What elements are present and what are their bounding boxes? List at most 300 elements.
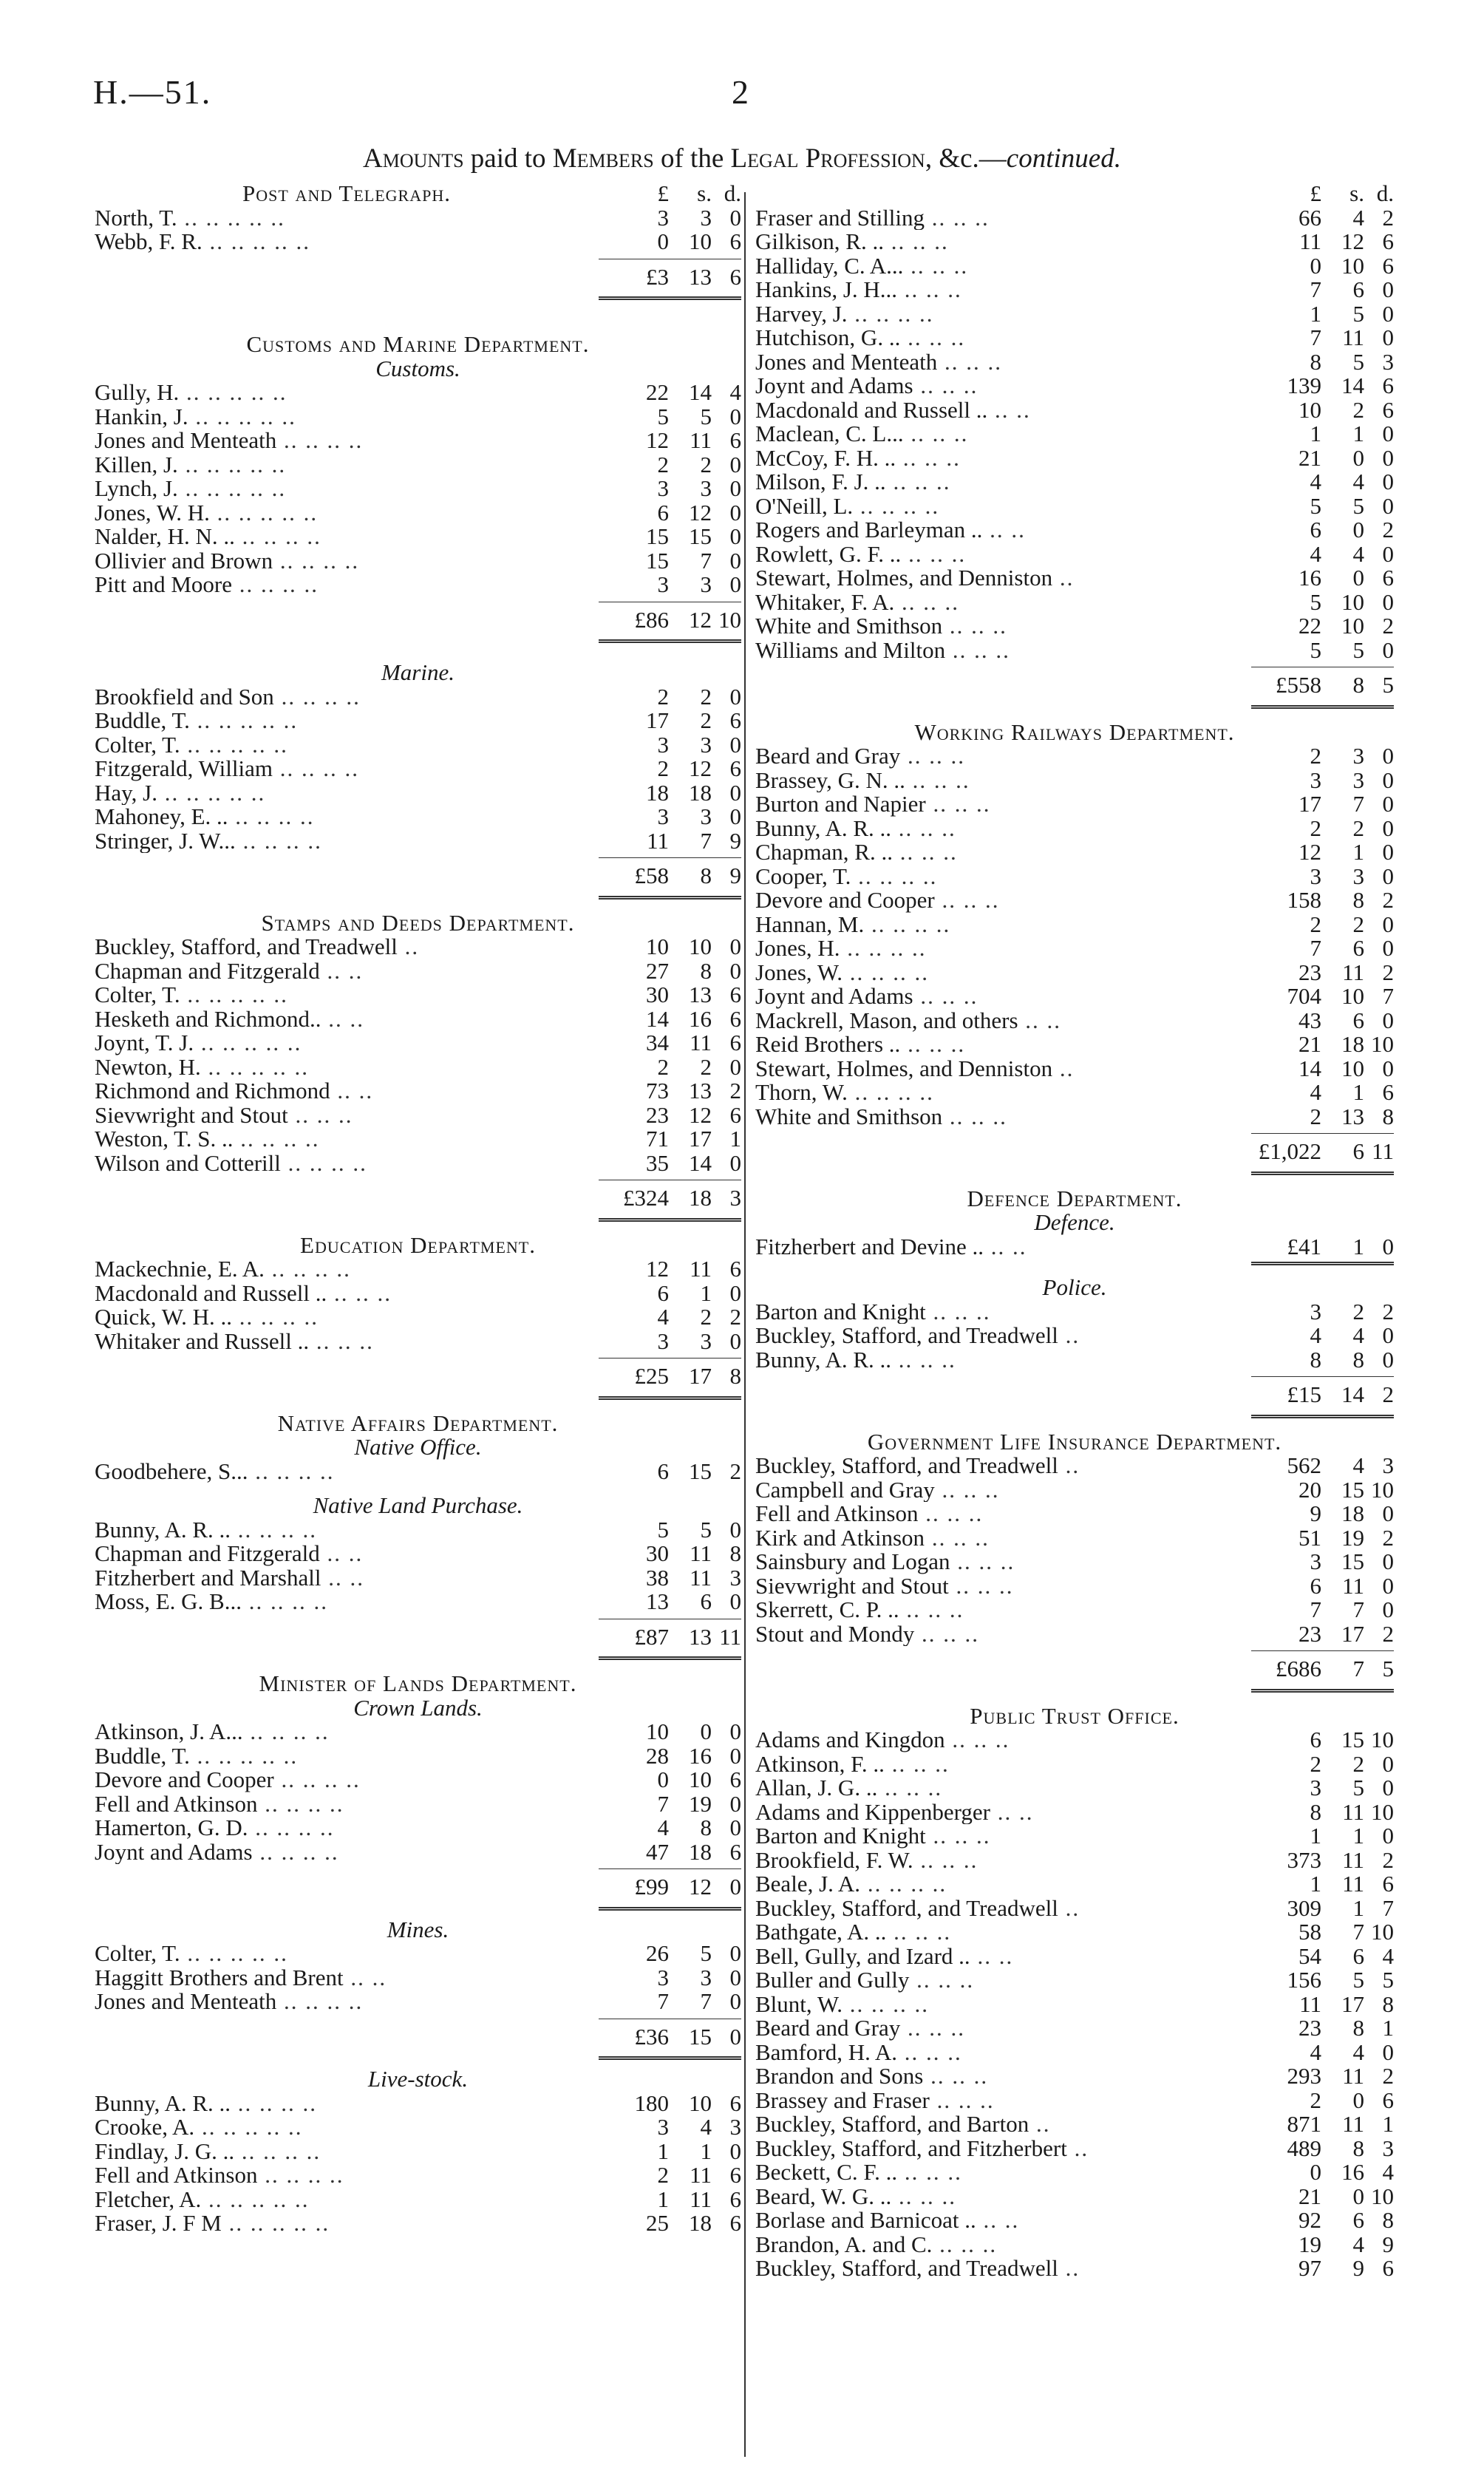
leader-dots: .. .. .. bbox=[893, 840, 958, 865]
total-amount bbox=[599, 1358, 741, 1400]
payee-name bbox=[755, 614, 1251, 639]
payee-name bbox=[95, 1305, 599, 1330]
amount bbox=[1251, 792, 1394, 817]
amount-pence: 0 bbox=[729, 403, 741, 429]
total-pounds: £324 bbox=[623, 1185, 669, 1211]
payee-label: Brookfield and Son bbox=[95, 684, 274, 709]
amount bbox=[599, 1566, 741, 1591]
amount-pounds: 43 bbox=[1298, 1007, 1321, 1033]
amount-pounds: 27 bbox=[646, 957, 669, 984]
amount bbox=[1251, 350, 1394, 375]
list-item bbox=[95, 1720, 741, 1744]
amount-shillings: 6 bbox=[1352, 2207, 1364, 2233]
leader-dots: .. .. .. .. .. bbox=[189, 709, 299, 733]
total-shillings: 6 bbox=[1352, 1138, 1364, 1164]
amount-pounds: 21 bbox=[1298, 444, 1321, 471]
amount-pence: 0 bbox=[729, 1588, 741, 1614]
amount-shillings: 1 bbox=[1352, 1823, 1364, 1849]
amount-pence: 0 bbox=[729, 499, 741, 526]
total-pence: 0 bbox=[729, 1874, 741, 1900]
payee-name bbox=[755, 936, 1251, 961]
amount-shillings: 14 bbox=[689, 379, 712, 405]
payee-name bbox=[755, 888, 1251, 913]
amount-pence: 8 bbox=[1382, 1990, 1394, 2017]
leader-dots: .. .. .. .. .. bbox=[194, 2115, 303, 2140]
list-item bbox=[755, 817, 1394, 841]
list-item bbox=[755, 566, 1394, 591]
leader-dots: .. .. .. bbox=[885, 470, 951, 494]
amount-shillings: 8 bbox=[1352, 887, 1364, 913]
amount bbox=[1251, 1776, 1394, 1800]
amount bbox=[1251, 1300, 1394, 1324]
amount-pounds: 66 bbox=[1298, 204, 1321, 231]
amount bbox=[599, 1055, 741, 1080]
leader-dots: .. .. .. .. bbox=[273, 684, 361, 709]
payee-name bbox=[755, 840, 1251, 865]
leader-dots: .. .. bbox=[319, 1542, 364, 1566]
payee-name bbox=[95, 1990, 599, 2014]
payee-name bbox=[755, 2233, 1251, 2257]
amount-shillings: 7 bbox=[1352, 791, 1364, 817]
amount-pence: 1 bbox=[729, 1126, 741, 1152]
amount bbox=[599, 1279, 741, 1306]
total-shillings: 12 bbox=[689, 606, 712, 633]
list-item bbox=[755, 1968, 1394, 1993]
list-item bbox=[755, 1033, 1394, 1057]
amount bbox=[1251, 1968, 1394, 1993]
payee-label: Stewart, Holmes, and Denniston bbox=[755, 566, 1053, 591]
amount-shillings: 4 bbox=[1352, 2038, 1364, 2065]
amount-pence: 0 bbox=[729, 571, 741, 597]
payee-label: Buckley, Stafford, and Treadwell bbox=[755, 1896, 1058, 1920]
amount-shillings: 11 bbox=[690, 2162, 712, 2188]
payee-name bbox=[755, 639, 1251, 663]
leader-dots: .. .. .. bbox=[877, 1776, 943, 1800]
amount-shillings: 7 bbox=[1352, 1919, 1364, 1945]
amount bbox=[1251, 540, 1394, 567]
amount-pence: 2 bbox=[1382, 204, 1394, 231]
payee-name bbox=[95, 381, 599, 405]
payee-label: Kirk and Atkinson bbox=[755, 1526, 925, 1550]
payee-name bbox=[95, 709, 599, 733]
section-heading: Defence Department. bbox=[967, 1185, 1182, 1211]
amount-pence: 6 bbox=[729, 427, 741, 453]
amount-shillings: 1 bbox=[700, 2138, 712, 2164]
list-item bbox=[755, 1776, 1394, 1800]
amount bbox=[599, 709, 741, 733]
amount-shillings: 5 bbox=[700, 1940, 712, 1966]
amount-shillings: 10 bbox=[689, 2089, 712, 2116]
total-amount bbox=[1251, 1376, 1394, 1418]
amount-shillings: 3 bbox=[1352, 743, 1364, 769]
amount-shillings: 3 bbox=[700, 1327, 712, 1354]
payee-label: Mackrell, Mason, and others bbox=[755, 1008, 1018, 1033]
total-shillings: 13 bbox=[689, 1623, 712, 1650]
leader-dots: .. .. bbox=[321, 1007, 365, 1031]
amount bbox=[1251, 326, 1394, 350]
payee-name bbox=[755, 326, 1251, 350]
amount-pounds: 4 bbox=[657, 1304, 669, 1330]
amount bbox=[599, 549, 741, 574]
payee-name bbox=[755, 1968, 1251, 1993]
amount-pence: 0 bbox=[729, 1742, 741, 1769]
amount-pence: 6 bbox=[729, 1101, 741, 1128]
leader-dots: .. .. .. bbox=[287, 1103, 353, 1127]
payee-name bbox=[755, 543, 1251, 567]
payee-name bbox=[755, 744, 1251, 769]
payee-label: White and Smithson bbox=[755, 614, 943, 639]
amount-shillings: 18 bbox=[689, 1838, 712, 1865]
list-item bbox=[95, 781, 741, 806]
payee-name bbox=[755, 865, 1251, 889]
list-item bbox=[755, 1846, 1394, 1873]
amount bbox=[1251, 1894, 1394, 1921]
column-header bbox=[95, 182, 741, 206]
payee-label: Pitt and Moore bbox=[95, 573, 232, 597]
leader-dots: .. bbox=[397, 935, 420, 959]
list-item bbox=[755, 913, 1394, 937]
amount-shillings: 2 bbox=[700, 683, 712, 710]
payee-name bbox=[95, 829, 599, 854]
amount-shillings: 1 bbox=[1352, 1233, 1364, 1259]
list-item bbox=[755, 840, 1394, 865]
list-item bbox=[755, 230, 1394, 254]
amount-pence: 6 bbox=[1382, 252, 1394, 279]
payee-name bbox=[755, 1105, 1251, 1129]
amount-shillings: 11 bbox=[690, 1256, 712, 1282]
amount-shillings: 0 bbox=[1352, 2183, 1364, 2209]
payee-label: Hankins, J. H... bbox=[755, 278, 898, 302]
list-item bbox=[755, 302, 1394, 327]
list-item bbox=[755, 766, 1394, 793]
amount bbox=[1251, 1526, 1394, 1551]
amount-pounds: 5 bbox=[1310, 588, 1321, 615]
total-amount bbox=[599, 1619, 741, 1661]
amount-shillings: 11 bbox=[1342, 1572, 1364, 1599]
payee-label: Bunny, A. R. .. bbox=[95, 2091, 231, 2115]
amount-pence: 0 bbox=[1382, 636, 1394, 663]
amount bbox=[1251, 254, 1394, 279]
payee-name bbox=[755, 817, 1251, 841]
total-shillings: 8 bbox=[700, 863, 712, 888]
total-pence: 5 bbox=[1382, 1656, 1394, 1681]
amount-shillings: 2 bbox=[700, 1304, 712, 1330]
amount bbox=[599, 935, 741, 959]
list-item bbox=[95, 805, 741, 829]
leader-dots: .. .. .. bbox=[886, 1920, 952, 1945]
amount-pounds: 92 bbox=[1298, 2207, 1321, 2233]
amount-pounds: 2 bbox=[1310, 743, 1321, 769]
payee-name bbox=[95, 2163, 599, 2188]
list-item bbox=[755, 2038, 1394, 2065]
amount-shillings: 18 bbox=[1341, 1500, 1364, 1526]
leader-dots: .. .. .. bbox=[884, 1752, 950, 1776]
leader-dots: .. .. .. .. .. bbox=[157, 781, 266, 805]
payee-label: Devore and Cooper bbox=[755, 888, 935, 913]
amount bbox=[599, 1590, 741, 1614]
amount-pounds: 309 bbox=[1287, 1894, 1321, 1921]
list-item bbox=[95, 1079, 741, 1104]
subsection-heading: Mines. bbox=[387, 1916, 449, 1942]
leader-dots: .. .. .. .. bbox=[234, 2139, 321, 2163]
amount-pence: 6 bbox=[729, 2089, 741, 2116]
list-item bbox=[95, 1942, 741, 1966]
payee-label: O'Neill, L. bbox=[755, 494, 854, 518]
payee-label: Buckley, Stafford, and Treadwell bbox=[755, 1324, 1058, 1348]
amount bbox=[599, 2140, 741, 2164]
payee-name bbox=[95, 405, 599, 429]
amount-pence: 10 bbox=[1371, 1919, 1394, 1945]
payee-name bbox=[95, 1282, 599, 1306]
amount-shillings: 11 bbox=[1342, 2111, 1364, 2137]
amount-shillings: 12 bbox=[689, 755, 712, 781]
amount-pounds: 21 bbox=[1298, 2183, 1321, 2209]
list-item bbox=[755, 1598, 1394, 1622]
amount-pence: 2 bbox=[1382, 959, 1394, 985]
list-item bbox=[95, 381, 741, 405]
amount-pence: 6 bbox=[1382, 1871, 1394, 1897]
leader-dots: .. .. .. .. .. bbox=[221, 2211, 330, 2236]
amount-pounds: 8 bbox=[1310, 1346, 1321, 1373]
payee-name bbox=[755, 1849, 1251, 1873]
payee-name bbox=[755, 1081, 1251, 1105]
amount-pence: 0 bbox=[729, 1940, 741, 1966]
payee-name bbox=[95, 2092, 599, 2116]
amount bbox=[1251, 1846, 1394, 1873]
amount-pence: 3 bbox=[1382, 1452, 1394, 1478]
leader-dots: .. .. .. bbox=[925, 792, 991, 817]
amount-pence: 2 bbox=[1382, 613, 1394, 639]
amount-shillings: 14 bbox=[689, 1149, 712, 1176]
payee-name bbox=[95, 1744, 599, 1769]
amount-pounds: 6 bbox=[657, 499, 669, 526]
payee-name bbox=[95, 1542, 599, 1566]
total-pence: 8 bbox=[729, 1363, 741, 1389]
amount-pounds: 6 bbox=[657, 1279, 669, 1306]
amount-pence: 8 bbox=[1382, 2207, 1394, 2233]
payee-label: Sievwright and Stout bbox=[95, 1103, 288, 1127]
payee-name bbox=[755, 1752, 1251, 1777]
list-item bbox=[95, 1460, 741, 1484]
leader-dots: .. .. .. bbox=[900, 326, 966, 350]
leader-dots: .. .. .. .. .. bbox=[188, 404, 296, 429]
amount bbox=[599, 1966, 741, 1990]
amount-shillings: 17 bbox=[1341, 1990, 1364, 2017]
payee-label: Nalder, H. N. .. bbox=[95, 525, 235, 549]
list-item bbox=[755, 1324, 1394, 1348]
amount-pounds: 30 bbox=[646, 982, 669, 1007]
payee-name bbox=[755, 1920, 1251, 1945]
amount-pounds: 3 bbox=[1310, 1548, 1321, 1574]
leader-dots: .. .. bbox=[990, 1800, 1034, 1824]
amount-pounds: 4 bbox=[1310, 1322, 1321, 1348]
leader-dots: .. .. .. .. bbox=[257, 2163, 344, 2188]
amount-pence: 6 bbox=[1382, 2255, 1394, 2281]
list-item bbox=[95, 1518, 741, 1543]
total-pence: 5 bbox=[1382, 672, 1394, 698]
payee-label: Jones and Menteath bbox=[95, 1990, 277, 2014]
amount bbox=[1251, 1033, 1394, 1057]
amount-pounds: 14 bbox=[1298, 1055, 1321, 1081]
payee-name bbox=[95, 1840, 599, 1865]
payee-name bbox=[755, 1324, 1251, 1348]
amount-shillings: 6 bbox=[1352, 1942, 1364, 1969]
list-item bbox=[755, 961, 1394, 985]
leader-dots: .. .. .. bbox=[923, 2064, 989, 2089]
amount-pounds: 73 bbox=[646, 1078, 669, 1104]
amount-pence: 2 bbox=[1382, 1620, 1394, 1647]
amount bbox=[599, 1942, 741, 1966]
list-item bbox=[755, 2112, 1394, 2137]
amount-shillings: 1 bbox=[1352, 1894, 1364, 1921]
amount-pounds: 8 bbox=[1310, 348, 1321, 375]
payee-label: Hutchison, G. .. bbox=[755, 326, 901, 350]
payee-label: Burton and Napier bbox=[755, 792, 926, 817]
payee-label: Milson, F. J. .. bbox=[755, 470, 886, 494]
amount-pounds: 23 bbox=[1298, 959, 1321, 985]
payee-label: Jones, W. bbox=[755, 960, 843, 985]
amount-pounds: 2 bbox=[657, 451, 669, 477]
amount-pence: 4 bbox=[1382, 1942, 1394, 1969]
amount-shillings: 15 bbox=[689, 523, 712, 549]
amount-shillings: 5 bbox=[1352, 300, 1364, 327]
amount bbox=[1251, 2016, 1394, 2041]
leader-dots: .. bbox=[1052, 1056, 1075, 1081]
list-item bbox=[755, 744, 1394, 769]
amount-pence: 6 bbox=[1382, 396, 1394, 423]
amount-shillings: 4 bbox=[1352, 204, 1364, 231]
amount-pence: 0 bbox=[729, 1327, 741, 1354]
amount bbox=[599, 757, 741, 781]
leader-dots: .. .. bbox=[970, 1944, 1014, 1968]
amount-pounds: 23 bbox=[1298, 1620, 1321, 1647]
amount-pounds: 11 bbox=[1299, 228, 1321, 254]
amount bbox=[599, 573, 741, 597]
amount-pounds: 21 bbox=[1298, 1031, 1321, 1057]
list-item bbox=[755, 865, 1394, 889]
payee-label: Devore and Cooper bbox=[95, 1768, 274, 1792]
list-item bbox=[755, 2160, 1394, 2185]
list-item bbox=[95, 709, 741, 733]
payee-name bbox=[755, 470, 1251, 494]
payee-name bbox=[95, 1127, 599, 1152]
amount bbox=[599, 1079, 741, 1104]
amount bbox=[1251, 2137, 1394, 2161]
amount-shillings: 12 bbox=[689, 1101, 712, 1128]
payee-label: Joynt, T. J. bbox=[95, 1031, 194, 1055]
total-shillings: 14 bbox=[1341, 1381, 1364, 1407]
list-item bbox=[95, 1149, 741, 1176]
amount-pounds: 2 bbox=[1310, 2087, 1321, 2113]
amount-shillings: 0 bbox=[1352, 2087, 1364, 2113]
amount bbox=[1251, 2233, 1394, 2257]
amount-pounds: 3 bbox=[657, 2114, 669, 2140]
payee-name bbox=[95, 781, 599, 806]
payee-label: Fraser, J. F M bbox=[95, 2211, 222, 2236]
list-item bbox=[95, 2211, 741, 2236]
total-rule bbox=[755, 1259, 1394, 1276]
payee-name bbox=[755, 206, 1251, 231]
amount-shillings: 11 bbox=[690, 2186, 712, 2212]
amount-shillings: 18 bbox=[1341, 1031, 1364, 1057]
amount-pence: 0 bbox=[1382, 1007, 1394, 1033]
amount bbox=[1251, 961, 1394, 985]
leader-dots: .. .. .. bbox=[900, 2016, 965, 2041]
payee-name bbox=[95, 573, 599, 597]
payee-label: Adams and Kingdon bbox=[755, 1728, 945, 1752]
amount-shillings: 16 bbox=[689, 1742, 712, 1769]
leader-dots: .. .. bbox=[321, 1565, 364, 1590]
amount-pence: 10 bbox=[1371, 1798, 1394, 1825]
list-item bbox=[755, 1800, 1394, 1825]
amount bbox=[599, 1305, 741, 1330]
amount-shillings: 10 bbox=[1341, 613, 1364, 639]
leader-dots: .. .. .. .. bbox=[853, 494, 940, 518]
payee-label: Beard and Gray bbox=[755, 2016, 901, 2041]
section-heading: Native Affairs Department. bbox=[277, 1409, 559, 1436]
payee-label: Mahoney, E. .. bbox=[95, 805, 228, 829]
amount-shillings: 5 bbox=[1352, 1775, 1364, 1800]
total-shillings: 18 bbox=[689, 1185, 712, 1211]
amount-pounds: 1 bbox=[657, 2138, 669, 2164]
amount-pence: 0 bbox=[1382, 2038, 1394, 2065]
leader-dots: .. .. .. bbox=[903, 422, 969, 446]
payee-label: Fell and Atkinson bbox=[95, 2163, 258, 2188]
amount-shillings: 1 bbox=[700, 1279, 712, 1306]
payee-label: Brassey and Fraser bbox=[755, 2088, 930, 2112]
leader-dots: .. .. .. .. bbox=[272, 757, 359, 781]
page-title: Amounts paid to Members of the Legal Profession, &c.—continued. bbox=[363, 143, 1121, 174]
amount-pence: 2 bbox=[729, 1458, 741, 1484]
amount-pounds: 3 bbox=[657, 1964, 669, 1990]
amount-pence: 2 bbox=[1382, 517, 1394, 543]
subsection-heading: Defence. bbox=[1034, 1209, 1115, 1235]
amount-pounds: 2 bbox=[1310, 911, 1321, 937]
payee-label: Hesketh and Richmond.. bbox=[95, 1007, 321, 1031]
leader-dots: .. .. .. bbox=[883, 230, 949, 254]
payee-name bbox=[755, 1872, 1251, 1897]
payee-label: Quick, W. H. .. bbox=[95, 1305, 232, 1330]
amount-shillings: 13 bbox=[1341, 1103, 1364, 1129]
list-item bbox=[95, 230, 741, 254]
amount-shillings: 7 bbox=[700, 547, 712, 574]
amount-pence: 0 bbox=[1382, 492, 1394, 519]
amount-pounds: 3 bbox=[657, 1327, 669, 1354]
leader-dots: .. .. .. .. bbox=[252, 1840, 339, 1864]
leader-dots: .. .. bbox=[976, 2208, 1020, 2233]
leader-dots: .. .. .. .. bbox=[231, 1517, 318, 1542]
amount-pence: 6 bbox=[729, 982, 741, 1007]
list-item bbox=[95, 525, 741, 549]
payee-label: Buckley, Stafford, and Barton bbox=[755, 2112, 1029, 2137]
list-item bbox=[755, 1942, 1394, 1969]
section-heading: Working Railways Department. bbox=[914, 718, 1235, 745]
amount-pence: 0 bbox=[729, 1516, 741, 1543]
total-row bbox=[95, 1353, 741, 1407]
pence-unit: d. bbox=[1376, 180, 1394, 206]
list-item bbox=[755, 2016, 1394, 2041]
total-pence: 11 bbox=[719, 1623, 741, 1650]
amount-shillings: 13 bbox=[689, 982, 712, 1007]
amount bbox=[599, 2115, 741, 2140]
list-item bbox=[95, 477, 741, 501]
amount-shillings: 4 bbox=[700, 2114, 712, 2140]
payee-label: Chapman and Fitzgerald bbox=[95, 959, 320, 983]
section-heading: Post and Telegraph. bbox=[242, 180, 451, 206]
amount-shillings: 6 bbox=[1352, 935, 1364, 961]
amount-pence: 0 bbox=[1382, 1596, 1394, 1622]
payee-name bbox=[95, 549, 599, 574]
